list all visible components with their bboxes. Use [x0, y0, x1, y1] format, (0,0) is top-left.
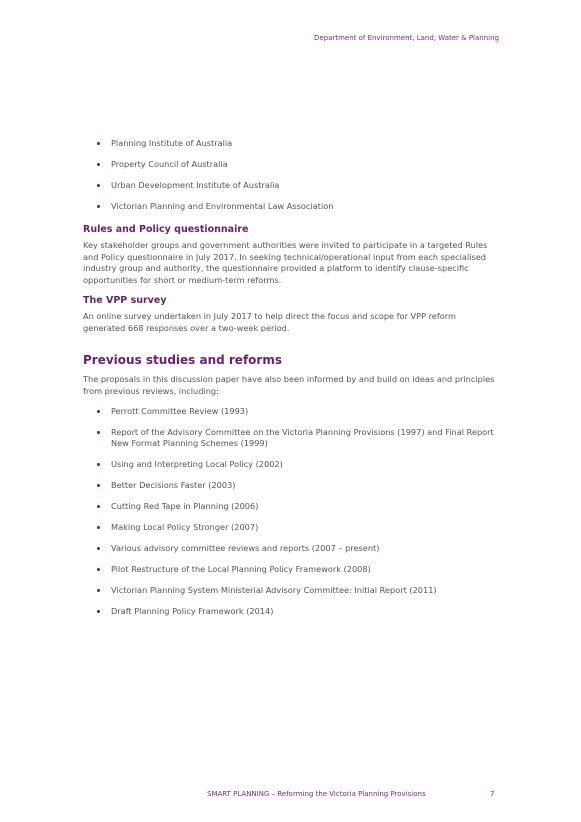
bullet-icon: [97, 547, 100, 550]
list-item: Property Council of Australia: [83, 159, 498, 170]
page-number: 7: [490, 790, 495, 798]
page-content: [83, 138, 498, 627]
studies-intro: The proposals in this discussion paper have also been informed by and build on ideas and principles from previous reviews, including:: [83, 374, 495, 396]
list-item: Cutting Red Tape in Planning (2006): [83, 501, 498, 512]
list-item: Better Decisions Faster (2003): [83, 480, 498, 491]
bullet-icon: [97, 484, 100, 487]
bullet-icon: [97, 505, 100, 508]
organisation-list: [83, 138, 498, 212]
rules-paragraph: Key stakeholder groups and government authorities were invited to participate in a targeted Rules and Policy questionnaire in July 2017. In seeking technical/operational input from each specialised industry group and authority, the questionnaire provided a platform to identify clause-specific opportunities for short or medium-term reforms.: [83, 240, 488, 285]
bullet-icon: [97, 410, 100, 413]
list-item: Pilot Restructure of the Local Planning Policy Framework (2008): [83, 564, 498, 575]
bullet-icon: [97, 568, 100, 571]
bullet-icon: [97, 589, 100, 592]
studies-list: [83, 406, 498, 617]
vpp-survey-heading: The VPP survey: [83, 295, 167, 306]
list-item: Making Local Policy Stronger (2007): [83, 522, 498, 533]
bullet-icon: [97, 610, 100, 613]
list-item: Victorian Planning System Ministerial Advisory Committee: Initial Report (2011): [83, 585, 498, 596]
bullet-icon: [97, 463, 100, 466]
list-item: Urban Development Institute of Australia: [83, 180, 498, 191]
bullet-icon: [97, 142, 100, 145]
footer-title: SMART PLANNING – Reforming the Victoria Planning Provisions: [207, 790, 426, 798]
studies-heading: Previous studies and reforms: [83, 353, 282, 367]
list-item: Victorian Planning and Environmental Law Association: [83, 201, 498, 212]
list-item: Perrott Committee Review (1993): [83, 406, 498, 417]
list-item: Planning Institute of Australia: [83, 138, 498, 149]
bullet-icon: [97, 205, 100, 208]
list-item: Various advisory committee reviews and reports (2007 – present): [83, 543, 498, 554]
bullet-icon: [97, 163, 100, 166]
bullet-icon: [97, 526, 100, 529]
list-item: Using and Interpreting Local Policy (2002): [83, 459, 498, 470]
bullet-icon: [97, 431, 100, 434]
list-item: Draft Planning Policy Framework (2014): [83, 606, 498, 617]
list-item: Report of the Advisory Committee on the Victoria Planning Provisions (1997) and Final Report New Format Planning Schemes (1999): [83, 427, 498, 449]
vpp-survey-paragraph: An online survey undertaken in July 2017 to help direct the focus and scope for VPP reform generated 668 responses over a two-week period.: [83, 311, 456, 333]
running-header: Department of Environment, Land, Water & Planning: [314, 34, 499, 42]
bullet-icon: [97, 184, 100, 187]
rules-heading: Rules and Policy questionnaire: [83, 224, 249, 235]
